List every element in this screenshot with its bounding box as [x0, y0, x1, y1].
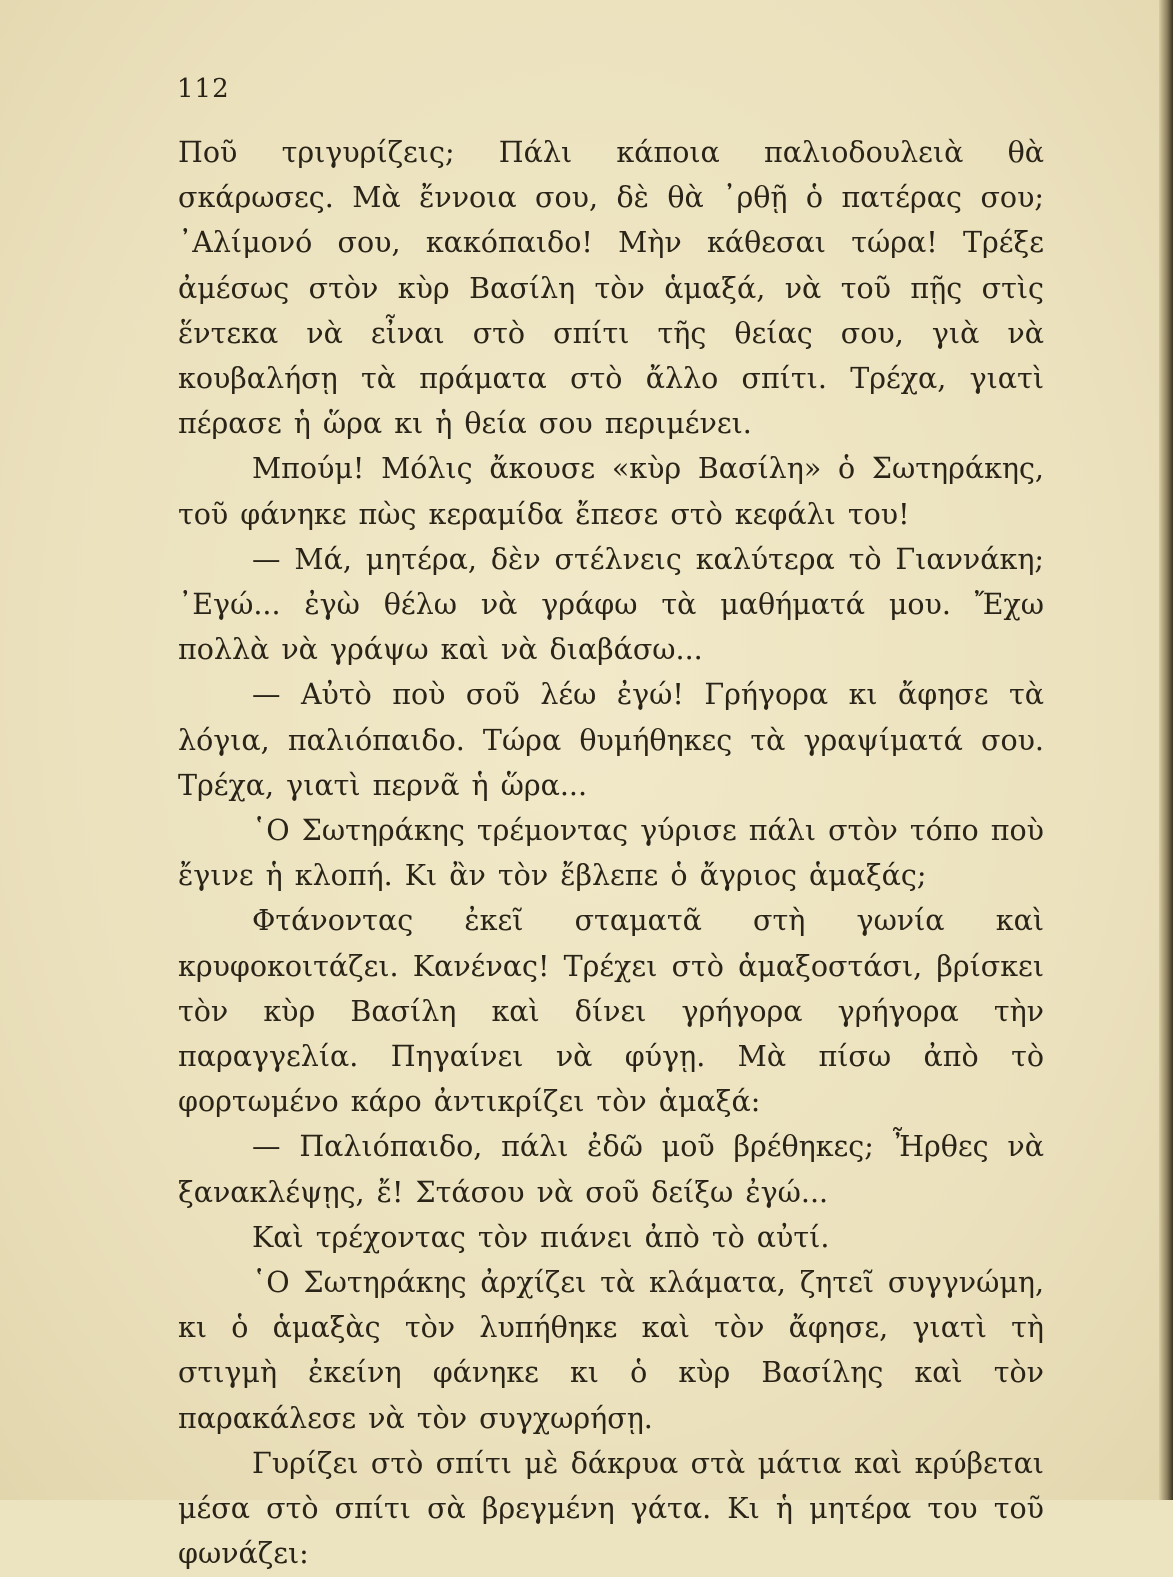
paragraph: ῾Ο Σωτηράκης ἀρχίζει τὰ κλάματα, ζητεῖ συγγνώμη, κι ὁ ἁμαξὰς τὸν λυπήθηκε καὶ τὸν ἄφησε, γιατὶ τὴ στιγμὴ ἐκείνη φάνηκε κι ὁ κὺρ Βασίλης καὶ τὸν παρακάλεσε νὰ τὸν συγχωρήσῃ.: [178, 1266, 1044, 1435]
paragraph: ῾Ο Σωτηράκης τρέμοντας γύρισε πάλι στὸν τόπο ποὺ ἔγινε ἡ κλοπή. Κι ἂν τὸν ἔβλεπε ὁ ἄγριος ἁμαξάς;: [178, 814, 1044, 893]
dialogue-paragraph: — Αὐτὸ ποὺ σοῦ λέω ἐγώ! Γρήγορα κι ἄφησε τὰ λόγια, παλιόπαιδο. Τώρα θυμήθηκες τὰ γραψίματά σου. Τρέχα, γιατὶ περνᾶ ἡ ὥρα...: [178, 678, 1044, 802]
page-edge-shadow: [1159, 0, 1173, 1500]
paragraph: Μπούμ! Μόλις ἄκουσε «κὺρ Βασίλη» ὁ Σωτηράκης, τοῦ φάνηκε πὼς κεραμίδα ἔπεσε στὸ κεφάλι του!: [178, 452, 1044, 531]
dialogue-paragraph: — Παλιόπαιδο, πάλι ἐδῶ μοῦ βρέθηκες; Ἦρθες νὰ ξανακλέψῃς, ἔ! Στάσου νὰ σοῦ δείξω ἐγώ...: [178, 1130, 1044, 1209]
paragraph: Γυρίζει στὸ σπίτι μὲ δάκρυα στὰ μάτια καὶ κρύβεται μέσα στὸ σπίτι σὰ βρεγμένη γάτα. Κι ἡ μητέρα του τοῦ φωνάζει:: [178, 1446, 1044, 1571]
page-number: 112: [177, 74, 230, 104]
dialogue-paragraph: — Μά, μητέρα, δὲν στέλνεις καλύτερα τὸ Γιαννάκη; ᾿Εγώ... ἐγὼ θέλω νὰ γράφω τὰ μαθήματά μου. Ἔχω πολλὰ νὰ γράψω καὶ νὰ διαβάσω...: [178, 542, 1044, 667]
paragraph: Φτάνοντας ἐκεῖ σταματᾶ στὴ γωνία καὶ κρυφοκοιτάζει. Κανένας! Τρέχει στὸ ἁμαξοστάσι, βρίσκει τὸν κὺρ Βασίλη καὶ δίνει γρήγορα γρήγορα τὴν παραγγελία. Πηγαίνει νὰ φύγῃ. Μὰ πίσω ἀπὸ τὸ φορτωμένο κάρο ἀντικρίζει τὸν ἁμαξά:: [178, 904, 1044, 1119]
body-text: [178, 130, 1044, 1577]
paragraph: Ποῦ τριγυρίζεις; Πάλι κάποια παλιοδουλειὰ θὰ σκάρωσες. Μὰ ἔννοια σου, δὲ θὰ ᾿ρθῇ ὁ πατέρας σου; ᾿Αλίμονό σου, κακόπαιδο! Μὴν κάθεσαι τώρα! Τρέξε ἀμέσως στὸν κὺρ Βασίλη τὸν ἁμαξά, νὰ τοῦ πῇς στὶς ἕντεκα νὰ εἶναι στὸ σπίτι τῆς θείας σου, γιὰ νὰ κουβαλήσῃ τὰ πράματα στὸ ἄλλο σπίτι. Τρέχα, γιατὶ πέρασε ἡ ὥρα κι ἡ θεία σου περιμένει.: [178, 136, 1044, 441]
paragraph: Καὶ τρέχοντας τὸν πιάνει ἀπὸ τὸ αὐτί.: [252, 1220, 830, 1254]
